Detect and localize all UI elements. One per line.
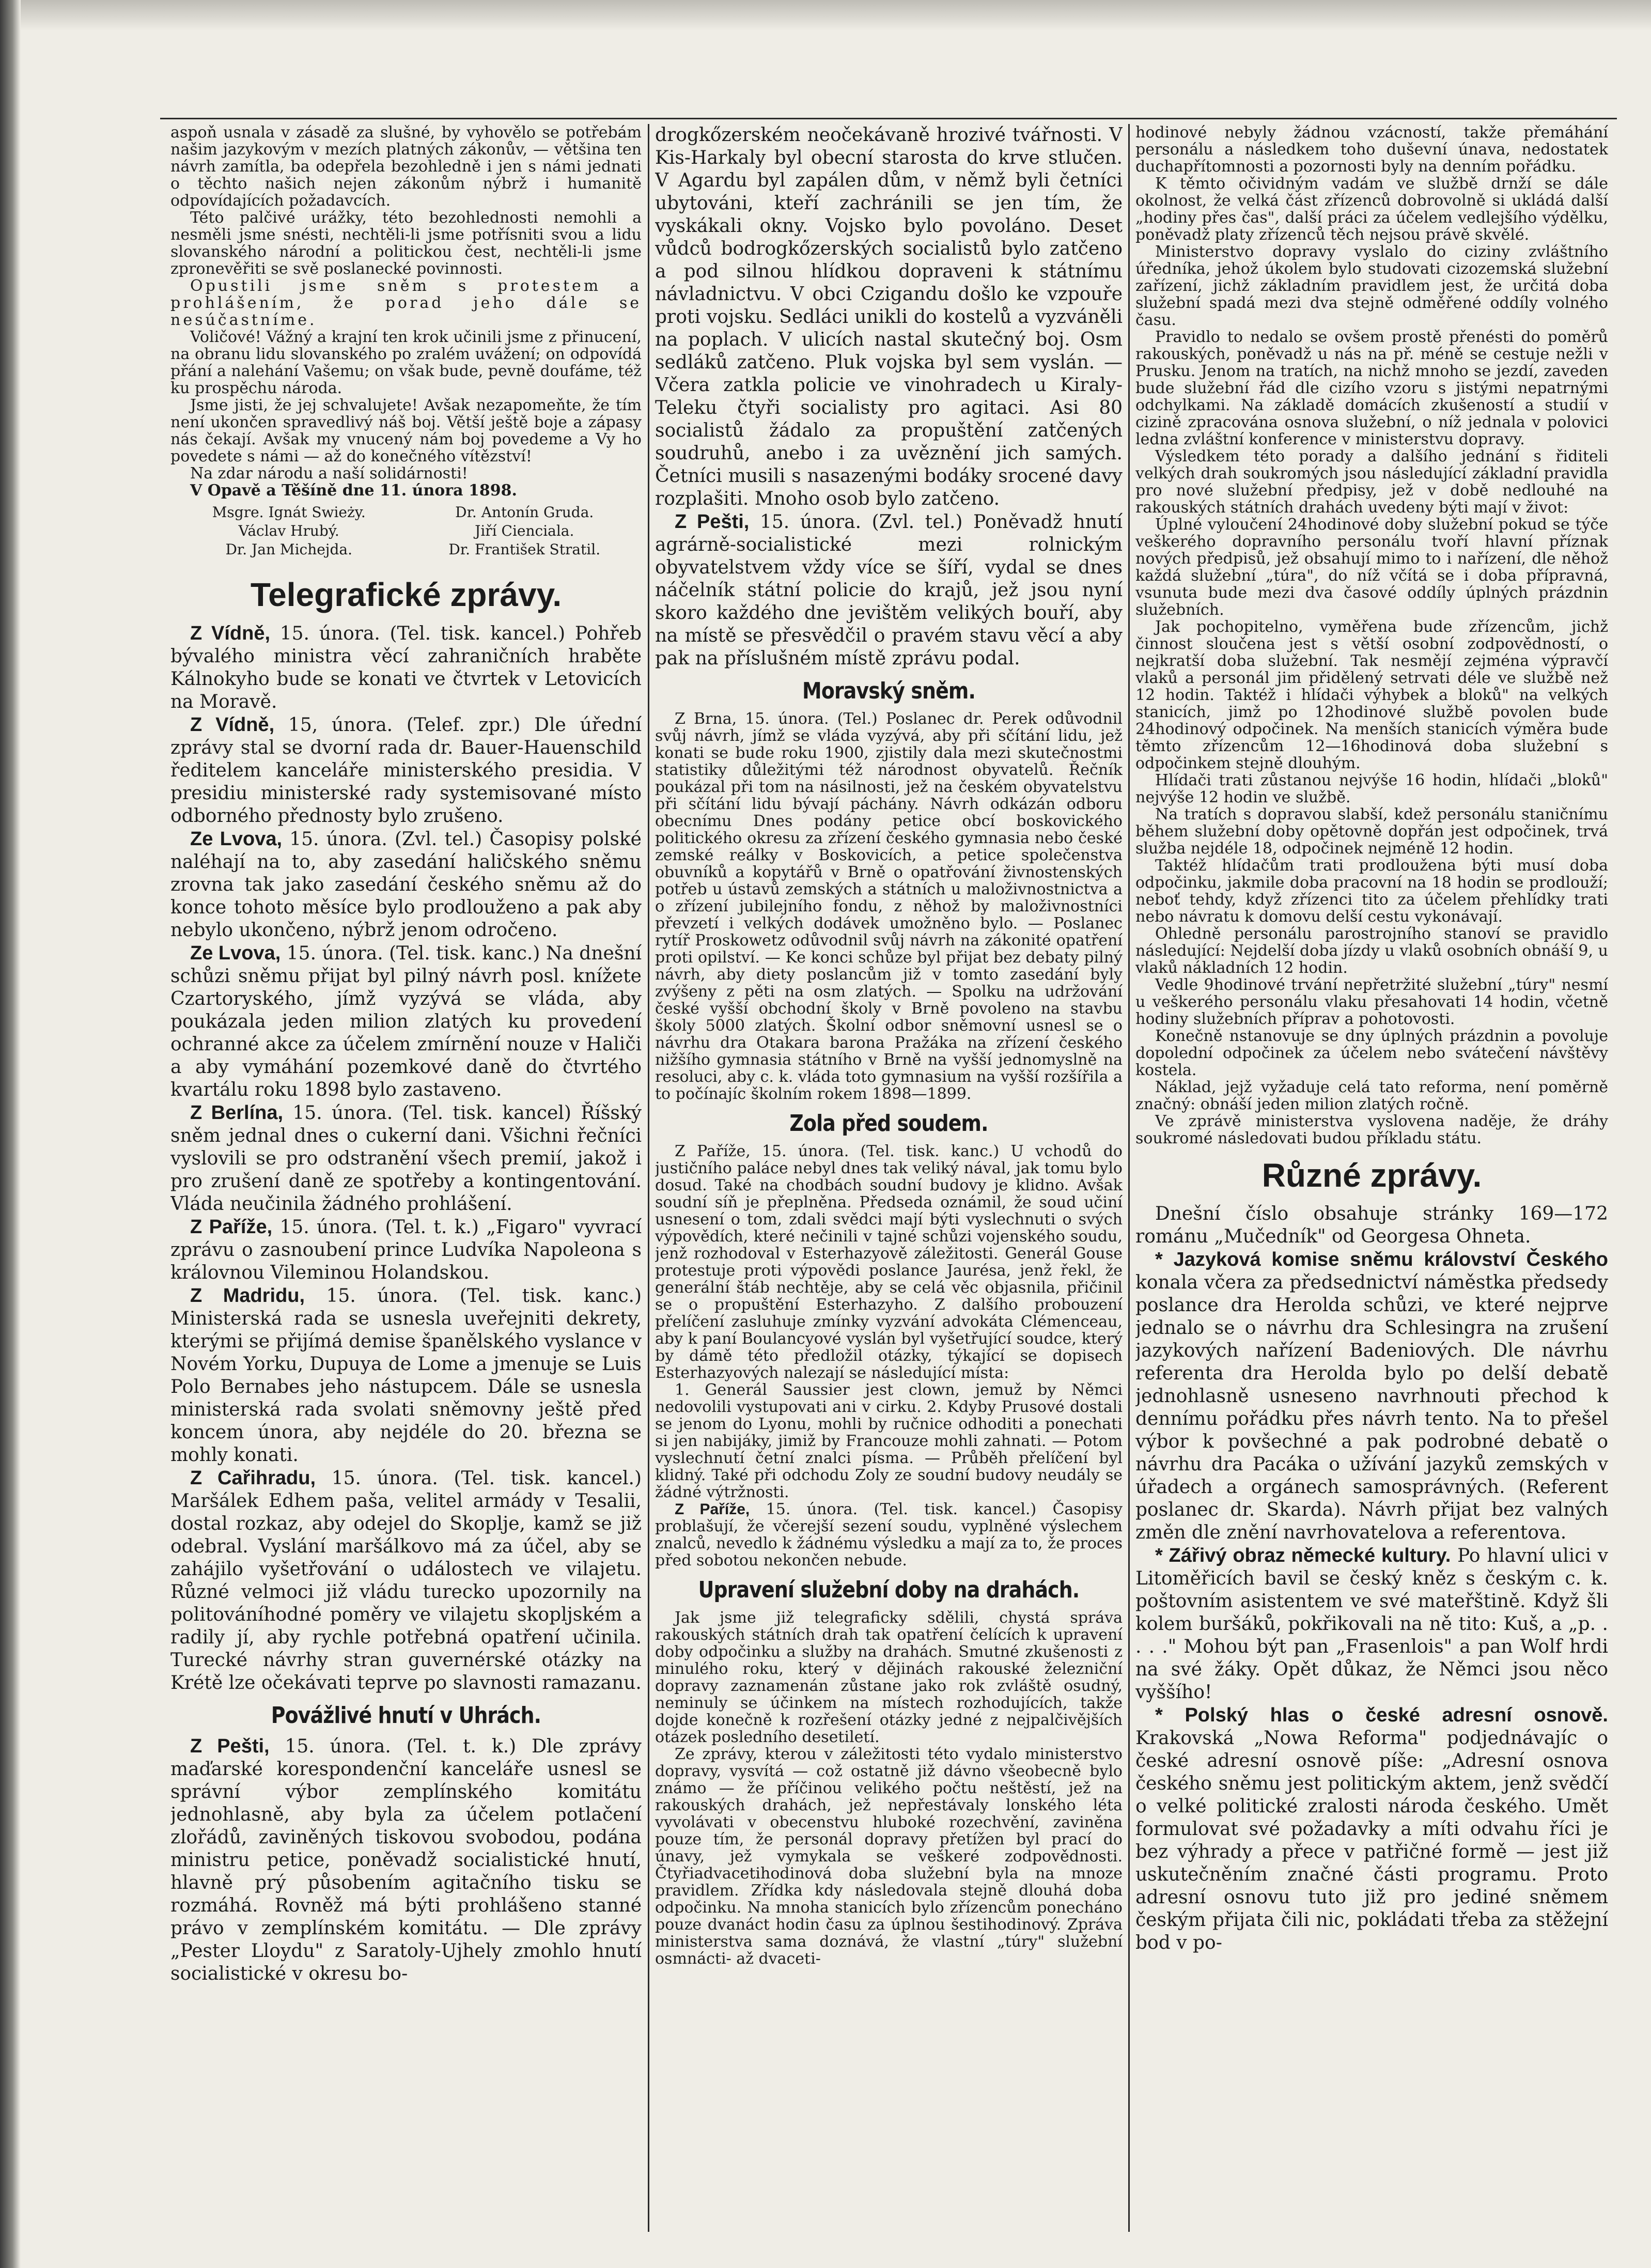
news-text: 15. února. (Zvl. tel.) Časopisy polské naléhají na to, aby zasedání haličského sněmu zrovna tak jako zasedání českého sněmu až do konce tohoto měsíce bylo prodlouženo a pak aby nebylo ukončeno, nýbrž jenom odročeno.	[170, 829, 642, 941]
news-text: 15. února. (Tel. t. k.) „Figaro" vyvrací zprávu o zasnoubení prince Ludvíka Napoleona s královnou Vileminou Holandskou.	[170, 1217, 642, 1283]
article-paragraph: Vedle 9hodinové trvání nepřetržité služební „túry" nesmí u veškerého personálu vlaku přesahovati 14 hodin, včetně hodiny služebních příprav a pohotovosti.	[1135, 976, 1608, 1028]
column-2	[655, 124, 1123, 2237]
news-text: 15. února. (Tel. tisk. kancel.) Pohřeb bývalého ministra věcí zahraničních hraběte Kálnokyho bude se konati ve čtvrtek v Letovicích na Moravě.	[170, 623, 642, 712]
news-text: 15, února. (Telef. zpr.) Dle úřední zprávy stal se dvorní rada dr. Bauer-Hauenschild ředitelem kanceláře ministerského presidia. V presidiu ministerské rady systemisované místo odborného přednosty bylo zrušeno.	[170, 714, 642, 827]
section-heading-telegraphic-news: Telegrafické zprávy.	[250, 576, 562, 613]
news-item	[170, 942, 642, 1101]
news-dateline: Z Madridu,	[190, 1285, 305, 1307]
news-dateline: Ze Lvova,	[190, 942, 281, 964]
news-dateline: Z Paříže,	[675, 1501, 750, 1518]
news-dateline: * Jazyková komise sněmu království Českého	[1155, 1249, 1608, 1270]
news-text: 15. února. (Tel. tisk. kanc.) Ministerská rada se usnesla uveřejniti dekrety, kterými se přijímá demise španělského vyslance v Novém Yorku, Dupuya de Lome a jmenuje se Luis Polo Bernabes jeho nástupcem. Dále se usnesla ministerská rada svolati sněmovny ještě před koncem února, aby nejdéle do 20. března se mohly konati.	[170, 1285, 642, 1466]
section-heading-railway-service: Upravení služební doby na drahách.	[698, 1577, 1080, 1603]
proclamation-paragraph: Opustili jsme sněm s protestem a prohlášením, že porad jeho dále se nesúčastníme.	[170, 277, 642, 329]
news-item	[170, 828, 642, 942]
proclamation-slogan: Na zdar národu a naší solidárnosti!	[190, 464, 468, 483]
news-dateline: Z Vídně,	[190, 714, 275, 736]
news-item	[170, 622, 642, 713]
proclamation-paragraph: Této palčivé urážky, této bezohlednosti nemohli a nesměli jsme snésti, nechtěli-li jsme potřísniti svou a lidu slovanského národní a politickou čest, nechtěli-li jsme zpronevěřiti se svě poslanecké povinnosti.	[170, 209, 642, 278]
article-paragraph: Z Paříže, 15. února. (Tel. tisk. kanc.) U vchodů do justičního paláce nebyl dnes tak veliký nával, jak tomu bylo dosud. Také na chodbách soudní budovy je klidno. Avšak soudní síň je přeplněna. Předseda oznámil, že soud učiní usnesení o tom, zdali svědci mají býti vyslechnuti o svých výpovědích, které nečinili v tajné schůzi vojenského soudu, jenž rozhodoval v Esterhazyově záležitosti. Generál Gouse protestuje proti výpovědi poslance Jaurésa, jenž řekl, že generální štáb nechtěje, aby se celá věc objasnila, přičinil se o propuštění Esterhazyho. Z dalšího probouzení přelíčení zasluhuje zmínky vyzvání advokáta Clémenceau, aby k paní Boulancyové vyslán byl vyšetřující soudce, který by dámě této předložil otázky, týkající se dopisech Esterhazyových nalezají se následující místa:	[655, 1142, 1123, 1382]
news-item	[170, 1101, 642, 1216]
proclamation-paragraph: Voličové! Vážný a krajní ten krok učinili jsme z přinucení, na obranu lidu slovanského po zralém uvážení; on odpovídá přání a nalehání Vašemu; on však bude, pevně doufáme, též ku prospěchu národa.	[170, 328, 642, 397]
article-paragraph: Jak pochopitelno, vyměřena bude zřízencům, jichž činnost sloučena jest s větší osobní zodpovědností, o nejkratší doba služební. Tak nesmějí zejména výpravčí vlaků a personál jim přidělený setrvati déle ve službě než 12 hodin. Taktéž i hlídači výhybek a bloků" na velkých stanicích, jimž po 12hodinové službě povolen bude 24hodinový odpočinek. Na menších stanicích výměra bude těmto zřízencům 12—16hodinová doba služební s odpočinkem stejně dlouhým.	[1135, 618, 1608, 772]
section-heading-zola-trial: Zola před soudem.	[789, 1110, 988, 1137]
news-item	[170, 1284, 642, 1467]
signature: Dr. Jan Michejda.	[225, 541, 353, 558]
news-dateline: * Polský hlas o české adresní osnově.	[1155, 1704, 1608, 1726]
proclamation-paragraph: Jsme jisti, že jej schvalujete! Avšak nezapomeňte, že tím není ukončen spravedlivý náš boj. Větší ještě boje a zápasy nás čekají. Avšak my vnucený nám boj povedeme a Vy ho povedete s námi — až do konečného vítězství!	[170, 396, 642, 465]
article-paragraph: Na tratích s dopravou slabší, kdež personálu staničnímu během služební doby opětovně dopřán jest odpočinek, trvá služba nejdéle 18, odpočinek nejméně 12 hodin.	[1135, 805, 1608, 858]
news-dateline: Ze Lvova,	[190, 828, 283, 850]
news-item	[170, 1467, 642, 1695]
article-paragraph: Pravidlo to nedalo se ovšem prostě přenésti do poměrů rakouských, poněvadž u nás na př. méně se cestuje nežli v Prusku. Jenom na tratích, na nichž mnoho se jezdí, zaveden bude služební řád dle cizího vzoru s jistými nepatrnými odchylkami. Na základě domácích zkušeností a studií v cizině zpracována osnova služební, o níž jednala v polovici ledna zvláštní konference v ministerstvu dopravy.	[1135, 328, 1608, 448]
article-paragraph: 1. Generál Saussier jest clown, jemuž by Němci nedovolili vystupovati ani v cirku. 2. Kdyby Prusové dostali se jenom do Lyonu, mohli by ručnice odhoditi a ponechati si jen nabijáky, jimiž by Francouze mohli zahnati. — Potom vyslechnutí četní znalci písma. — Průběh přelíčení byl klidný. Také při odchodu Zoly ze soudní budovy neudály se žádné výtržnosti.	[655, 1381, 1123, 1501]
news-item: Dnešní číslo obsahuje stránky 169—172 románu „Mučedník" od Georgesa Ohneta.	[1135, 1203, 1608, 1247]
page-binding-edge	[0, 0, 21, 2268]
article-paragraph: Ze zprávy, kterou v záležitosti této vydalo ministerstvo dopravy, vysvítá — což ostatně již dávno všeobecně bylo známo — že příčinou velikého počtu neštěstí, jež na rakouských drahách, jež nepřestávaly lonského léta vyvolávati v obecenstvu hluboké rozechvění, zaviněna pouze tím, že personál dopravy přetížen byl prací do únavy, jež vymykala se veškeré zodpovědnosti. Čtyřiadvacetihodinová doba služební byla na mnoze pravidlem. Zřídka kdy následovala stejně dlouhá doba odpočinku. Na mnoha stanicích bylo zřízencům ponecháno pouze dvanáct hodin času za úplnou šestihodinový. Zpráva ministerstva sama doznává, že vlastní „túry" služební osmnácti- až dvaceti-	[655, 1745, 1123, 1968]
news-item	[655, 510, 1123, 670]
article-paragraph: Výsledkem této porady a dalšího jednání s řiditeli velkých drah soukromých jsou následující základní pravidla pro nové služební předpisy, jež v době nedlouhé na rakouských státních drahách uvedeny býti mají v život:	[1135, 447, 1608, 517]
proclamation-paragraph: aspoň usnala v zásadě za slušné, by vyhovělo se potřebám našim jazykovým v mezích platných zákonův, — většina ten návrh zamítla, ba odepřela bezohledně i jen s námi jednati o těchto našich nejen zákonům nýbrž i humanitě odpovídajících požadavcích.	[170, 124, 642, 210]
news-item	[1135, 1544, 1608, 1704]
article-paragraph: Z Brna, 15. února. (Tel.) Poslanec dr. Perek odůvodnil svůj návrh, jímž se vláda vyzývá, aby při sčítání lidu, jež konati se bude roku 1900, zjistily dala mezi skutečnostmi statistiky důležitými též národnost obyvatelů. Řečník poukázal při tom na násilnosti, jež na českém obyvatelstvu při sčítání lidu bývají páchány. Návrh odkázán odboru obecnímu Dnes podány petice obcí boskovického politického okresu za zřízení českého gymnasia nebo české zemské reálky v Boskovicích, a petice společenstva obuvníků a kopytářů v Brně o opatřování živnostenských potřeb u ústavů zemských a státních u maloživnostnictva a o zřízení jubilejního fondu, z něhož by maloživnostníci převzetí i velkých dodávek umožněno bylo. — Poslanec rytíř Proskowetz odůvodnil svůj návrh na zákonité opatření proti opilství. — Ke konci schůze byl přijat bez debaty pilný návrh, aby diety poslancům již v tomto zasedání byly zvýšeny z pěti na osm zlatých. — Spolku na udržování české vyšší obchodní školy v Brně povoleno na stavbu školy 5000 zlatých. Školní odbor sněmovní usnesl se o návrhu dra Otakara barona Pražáka na zřízení českého nižšího gymnasia státního v Brně na vyšší jednomyslně na resoluci, aby c. k. vláda toto gymnasium na vyšší rozšířila a to počínajíc školním rokem 1898—1899.	[655, 710, 1123, 1103]
signature: Jiří Cienciala.	[475, 522, 574, 539]
section-heading-moravian-diet: Moravský sněm.	[802, 678, 975, 704]
signatures-table	[170, 503, 642, 559]
news-item	[170, 1216, 642, 1284]
article-paragraph: Náklad, jejž vyžaduje celá tato reforma, není poměrně značný: obnáší jeden milion zlatých ročně.	[1135, 1078, 1608, 1113]
news-text: 15. února. (Tel. tisk. kancel) Říšský sněm jednal dnes o cukerní dani. Všichni řečníci vyslovili se pro odstranění všech premií, jakož i pro zrušení daně ze spotřeby a kontingentování. Vláda neučinila žádného prohlášení.	[170, 1102, 642, 1215]
article-paragraph: K těmto očividným vadám ve službě drnží se dále okolnost, že velká část zřízenců dobrovolně si ukládá další „hodiny přes čas", další práci za účelem vedlejšího výdělku, poněvadž platy zřízenců těch nejsou právě skvělé.	[1135, 175, 1608, 244]
article-paragraph: Jak jsme již telegraficky sdělili, chystá správa rakouských státních drah tak opatření čelících k upravení doby odpočinku a služby na drahách. Smutné zkušenosti z minulého roku, který v dějinách rakouské železniční dopravy zaznamenán zůstane jako rok zvláště osudný, neminuly se účinkem na místech rozhodujících, takže dojde konečně k rozřešení otázky jedné z nejpalčivějších otázek posledního desetiletí.	[655, 1609, 1123, 1746]
signature: Msgre. Ignát Swieży.	[212, 504, 366, 521]
news-item	[170, 1735, 642, 1985]
signature: Dr. Antonín Gruda.	[455, 504, 594, 521]
news-dateline: Z Cařihradu,	[190, 1467, 316, 1489]
column-rule-1	[648, 124, 649, 2232]
section-heading-miscellaneous: Různé zprávy.	[1261, 1157, 1482, 1194]
news-dateline: Z Pešti,	[190, 1735, 270, 1757]
news-item	[1135, 1248, 1608, 1544]
news-item	[655, 1501, 1123, 1569]
news-dateline: Z Pešti,	[675, 511, 750, 533]
news-text: konala včera za předsednictví náměstka předsedy poslance dra Herolda schůzi, ve které nejprve jednalo se o návrhu dra Schlesingra na zrušení jazykových nařízení Badeniových. Dle návrhu referenta dra Herolda bylo po delší debatě jednohlasně usneseno navrhnouti přechod k dennímu pořádku přes návrh tento. Na to přešel výbor k povšechné a pak podrobné debatě o návrhu dra Pacáka o užívání jazyků zemských v úřadech a orgánech samosprávných. (Referent poslanec dr. Skarda). Návrh přijat bez valných změn dle znění navrhovatelova a referentova.	[1135, 1272, 1608, 1543]
news-dateline: Z Berlína,	[190, 1102, 284, 1124]
column-3	[1135, 124, 1608, 2237]
page-top-margin	[0, 0, 1651, 31]
news-text: 15. února. (Tel. t. k.) Dle zprávy maďarské korespondenční kanceláře usnesl se správní výbor zemplínského komitátu jednohlasně, aby byla za účelem potlačení zlořádů, zaviněných tiskovou svobodou, podána ministru petice, poněvadž socialistické hnutí, hlavně prý působením agitačního tisku se rozmáhá. Rovněž má býti prohlášeno stanné právo v zemplínském komitátu. — Dle zprávy „Pester Lloydu" z Saratoly-Ujhely zmohlo hnutí socialistické v okresu bo-	[170, 1736, 642, 1984]
signature-row	[170, 503, 642, 522]
column-rule-2	[1128, 124, 1130, 2232]
news-text: Po hlavní ulici v Litoměřicích bavil se český kněz s českým c. k. poštovním asistentem ve své mateřštině. Když šli kolem buršáků, pokřikovali na ně tito: Kuš, a „p. . . . ." Mohou být pan „Frasenlois" a pan Wolf hrdi na své žáky. Opět důkaz, že Němci jsou něco vyššího!	[1135, 1545, 1608, 1703]
news-text: 15. února. (Zvl. tel.) Poněvadž hnutí agrárně-socialistické mezi rolnickým obyvatelstvem vždy více se šíří, vydal se dnes náčelník státní policie do krajů, jež jsou nyní skoro každého dne jevištěm velikých bouří, aby na místě se přesvědčil o pravém stavu věcí a aby pak na příslušném místě zprávu podal.	[655, 511, 1123, 669]
news-text: Krakovská „Nowa Reforma" podjednávajíc o české adresní osnově píše: „Adresní osnova českého sněmu jest politickým aktem, jenž svědčí o velké politické zralosti národa českého. Umět formulovat své požadavky a míti odvahu říci je bez výhrady a přece v patřičné formě — jest již uskutečněním značné části programu. Proto adresní osnovu tuto již pro jediné sněmem českým přijata čili nic, pokládati třeba za stěžejní bod v po-	[1135, 1728, 1608, 1953]
article-paragraph: hodinové nebyly žádnou vzácností, takže přemáhání personálu a následkem toho duševní únava, nedostatek duchapřítomnosti a pozornosti byly na denním pořádku.	[1135, 124, 1608, 176]
news-dateline: Z Vídně,	[190, 623, 271, 644]
article-paragraph: Ministerstvo dopravy vyslalo do ciziny zvláštního úředníka, jehož úkolem bylo studovati cizozemská služební zařízení, jichž základním pravidlem jest, že určitá doba služební spadá mezi dva stejně odměřené oddíly volného času.	[1135, 243, 1608, 329]
news-text: 15. února. (Tel. tisk. kancel.) Maršálek Edhem paša, velitel armády v Tesalii, dostal rozkaz, aby odejel do Skoplje, kamž se již odebral. Vyslání maršálkovo má za účel, aby se zahájilo vyšetřování o událostech ve vilajetu. Různé velmoci již vládu turecko upozornily na politováníhodné poměry ve vilajetu skopljském a radily jí, aby rychle potřebná opatření učinila. Turecké návrhy stran guvernérské otázky na Krétě lze očekávati teprve po slavnosti ramazanu.	[170, 1468, 642, 1694]
article-paragraph: Hlídači trati zůstanou nejvýše 16 hodin, hlídači „bloků" nejvýše 12 hodin ve službě.	[1135, 771, 1608, 806]
article-paragraph: Konečně nstanovuje se dny úplných prázdnin a povoluje dopolední odpočinek za účelem nebo svátečení návštěvy kostela.	[1135, 1027, 1608, 1079]
section-heading-hungary: Povážlivé hnutí v Uhrách.	[271, 1702, 541, 1729]
news-continuation: drogkőzerském neočekávaně hrozivé tvářnosti. V Kis-Harkaly byl obecní starosta do krve stlučen. V Agardu byl zapálen dům, v němž byli četníci ubytováni, kteří zachránili se jen tím, že vyskákali okny. Vojsko bylo povoláno. Deset vůdců bodrogkőzerských socialistů bylo zatčeno a pod silnou hlídkou dopraveni k státnímu návladnictvu. V obci Czigandu došlo ke vzpouře proti vojsku. Sedláci unikli do kostelů a vyzváněli na poplach. V ulicích nastal skutečný boj. Osm sedláků zatčeno. Pluk vojska byl sem vyslán. — Včera zatkla policie ve vinohradech u Kiraly-Teleku čtyři socialisty pro agitaci. Asi 80 socialistů žádalo za propuštění zatčených soudruhů, anebo i za uvěznění jich samých. Četníci musili s nasazenými bodáky srocené davy rozplašiti. Mnoho osob bylo zatčeno.	[655, 125, 1123, 509]
proclamation-dateline: V Opavě a Těšíně dne 11. února 1898.	[190, 481, 517, 500]
news-dateline: Z Paříže,	[190, 1216, 273, 1238]
news-text: 15. února. (Tel. tisk. kancel.) Časopisy problašují, že včerejší sezení soudu, vyplněné výslechem znalců, nevedlo k žádnému výsledku a mají za to, že proces před sobotou nekončen nebude.	[655, 1500, 1123, 1570]
news-item	[170, 713, 642, 828]
article-paragraph: Úplné vyloučení 24hodinové doby služební pokud se týče veškerého dopravního personálu tvoří hlavní příznak nových předpisů, jež obsahují mimo to i nařízení, dle něhož každá služební „túra", do níž včítá se i doba přípravná, vsunuta bude mezi dva časové oddíly úplných prázdnin služebních.	[1135, 516, 1608, 619]
article-paragraph: Ve zprávě ministerstva vyslovena naděje, že dráhy soukromé následovati budou příkladu státu.	[1135, 1112, 1608, 1147]
signature-row	[170, 540, 642, 559]
signature-row	[170, 522, 642, 540]
news-item	[1135, 1704, 1608, 1954]
news-text: 15. února. (Tel. tisk. kanc.) Na dnešní schůzi sněmu přijat byl pilný návrh posl. knížete Czartoryského, jímž vyzývá se vláda, aby poukázala jeden milion zlatých ku provedení ochranné akce za účelem zmírnění nouze v Haliči a aby vymáhání pozemkové daně do čtvrtého kvartálu roku 1898 bylo zastaveno.	[170, 943, 642, 1100]
article-paragraph: Taktéž hlídačům trati prodloužena býti musí doba odpočinku, jakmile doba pracovní na 18 hodin se prodlouží; neboť tehdy, když zřízenci tito za účelem přehlídky trati nebo návratu k domovu delší cestu vykonávají.	[1135, 857, 1608, 926]
news-dateline: * Zářivý obraz německé kultury.	[1155, 1545, 1451, 1566]
signature: Václav Hrubý.	[238, 522, 339, 539]
signature: Dr. František Stratil.	[448, 541, 601, 558]
column-1	[170, 124, 642, 2237]
article-paragraph: Ohledně personálu parostrojního stanoví se pravidlo následující: Nejdelší doba jízdy u vlaků osobních obnáší 9, u vlaků nákladních 12 hodin.	[1135, 925, 1608, 977]
top-rule	[160, 118, 1617, 119]
